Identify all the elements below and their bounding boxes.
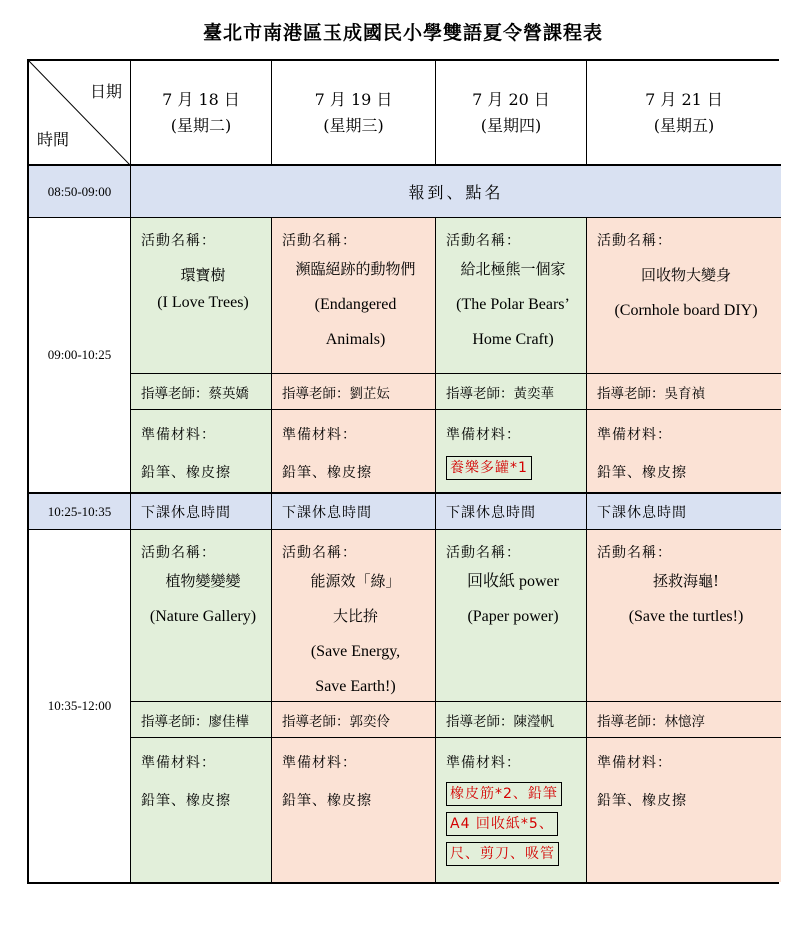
day-weekday: (星期二) [170, 115, 232, 135]
materials-cell [587, 738, 781, 882]
break-cell: 下課休息時間 [587, 494, 781, 530]
time-slot: 09:00-10:25 [29, 218, 131, 494]
activity-cell [272, 530, 436, 702]
day-weekday: (星期四) [480, 115, 542, 135]
teacher-cell: 指導老師：廖佳樺 [131, 702, 272, 738]
day-header [436, 61, 587, 166]
materials-item-highlighted: 尺、剪刀、吸管 [446, 842, 559, 866]
activity-name-en: (Cornhole board DIY) [614, 302, 758, 319]
day-header [131, 61, 272, 166]
day-date: 7 月 21 日 [645, 89, 723, 109]
day-date: 7 月 20 日 [472, 89, 550, 109]
activity-name: 大比拚 [332, 607, 378, 625]
materials-cell [436, 738, 587, 882]
materials-item-highlighted: 養樂多罐*1 [446, 456, 532, 480]
activity-label: 活動名稱： [446, 545, 521, 561]
activity-label: 活動名稱： [446, 233, 521, 249]
materials-cell [272, 738, 436, 882]
diagonal-line [29, 61, 131, 166]
activity-cell [436, 218, 587, 374]
activity-name: 回收紙 power [467, 573, 559, 590]
materials-label: 準備材料： [141, 427, 216, 443]
teacher-cell: 指導老師：郭奕伶 [272, 702, 436, 738]
date-label: 日期 [89, 82, 122, 101]
day-weekday: (星期五) [653, 115, 715, 135]
break-cell: 下課休息時間 [131, 494, 272, 530]
teacher-cell: 指導老師：黃奕華 [436, 374, 587, 410]
activity-name-en: (Paper power) [467, 608, 559, 625]
activity-cell [587, 530, 781, 702]
day-header [272, 61, 436, 166]
activity-cell [272, 218, 436, 374]
break-cell: 下課休息時間 [436, 494, 587, 530]
activity-label: 活動名稱： [141, 233, 216, 249]
activity-name: 回收物大變身 [640, 266, 731, 284]
activity-cell [436, 530, 587, 702]
materials-label: 準備材料： [141, 755, 216, 771]
materials-item-highlighted: A4 回收紙*5、 [446, 812, 558, 836]
materials-cell [131, 738, 272, 882]
activity-name-en: (Save Energy, [310, 643, 401, 660]
teacher-cell: 指導老師：林憶淳 [587, 702, 781, 738]
registration-cell: 報到、點名 [131, 166, 781, 218]
time-slot: 08:50-09:00 [29, 166, 131, 218]
materials-label: 準備材料： [282, 755, 357, 771]
materials-label: 準備材料： [597, 755, 672, 771]
day-weekday: (星期三) [323, 115, 384, 135]
activity-name-en: Animals) [325, 331, 386, 348]
materials-label: 準備材料： [446, 755, 521, 771]
activity-name: 拯救海龜! [652, 572, 720, 590]
activity-label: 活動名稱： [282, 545, 357, 561]
activity-cell [587, 218, 781, 374]
activity-name: 給北極熊一個家 [460, 260, 566, 278]
materials-cell [272, 410, 436, 494]
activity-name: 環寶樹 [180, 266, 226, 284]
schedule-table [27, 59, 779, 884]
activity-name-en: Home Craft) [472, 331, 554, 348]
materials-label: 準備材料： [597, 427, 672, 443]
activity-cell [131, 218, 272, 374]
activity-name: 能源效「綠」 [310, 572, 401, 590]
materials-item: 鉛筆、橡皮擦 [282, 465, 372, 481]
activity-label: 活動名稱： [282, 233, 357, 249]
activity-name-en: (Nature Gallery) [149, 608, 257, 625]
time-label: 時間 [37, 130, 70, 149]
page-title: 臺北市南港區玉成國民小學雙語夏令營課程表 [202, 22, 603, 44]
teacher-cell: 指導老師：蔡英嬌 [131, 374, 272, 410]
day-header [587, 61, 781, 166]
activity-name: 植物變變變 [165, 572, 241, 590]
materials-label: 準備材料： [446, 427, 521, 443]
time-slot: 10:35-12:00 [29, 530, 131, 882]
activity-name-en: (Save the turtles!) [628, 608, 744, 625]
teacher-cell: 指導老師：劉芷妘 [272, 374, 436, 410]
activity-label: 活動名稱： [141, 545, 216, 561]
teacher-cell: 指導老師：吳育禎 [587, 374, 781, 410]
activity-name: 瀕臨絕跡的動物們 [295, 260, 416, 278]
materials-item: 鉛筆、橡皮擦 [597, 465, 687, 481]
materials-cell [587, 410, 781, 494]
day-date: 7 月 18 日 [162, 89, 240, 109]
activity-label: 活動名稱： [597, 233, 672, 249]
materials-item: 鉛筆、橡皮擦 [141, 465, 231, 481]
day-date: 7 月 19 日 [314, 89, 393, 109]
activity-name-en: Save Earth!) [315, 678, 396, 695]
materials-item: 鉛筆、橡皮擦 [141, 793, 231, 809]
activity-cell [131, 530, 272, 702]
materials-item: 鉛筆、橡皮擦 [282, 793, 372, 809]
corner-header [29, 61, 131, 166]
teacher-cell: 指導老師：陳瀅帆 [436, 702, 587, 738]
activity-name-en: (I Love Trees) [157, 294, 249, 311]
activity-name-en: (The Polar Bears’ [456, 296, 570, 313]
materials-cell [131, 410, 272, 494]
activity-label: 活動名稱： [597, 545, 672, 561]
materials-item-highlighted: 橡皮筋*2、鉛筆 [446, 782, 562, 806]
break-cell: 下課休息時間 [272, 494, 436, 530]
materials-item: 鉛筆、橡皮擦 [597, 793, 687, 809]
materials-cell [436, 410, 587, 494]
materials-label: 準備材料： [282, 427, 357, 443]
time-slot: 10:25-10:35 [29, 494, 131, 530]
activity-name-en: (Endangered [314, 296, 397, 313]
